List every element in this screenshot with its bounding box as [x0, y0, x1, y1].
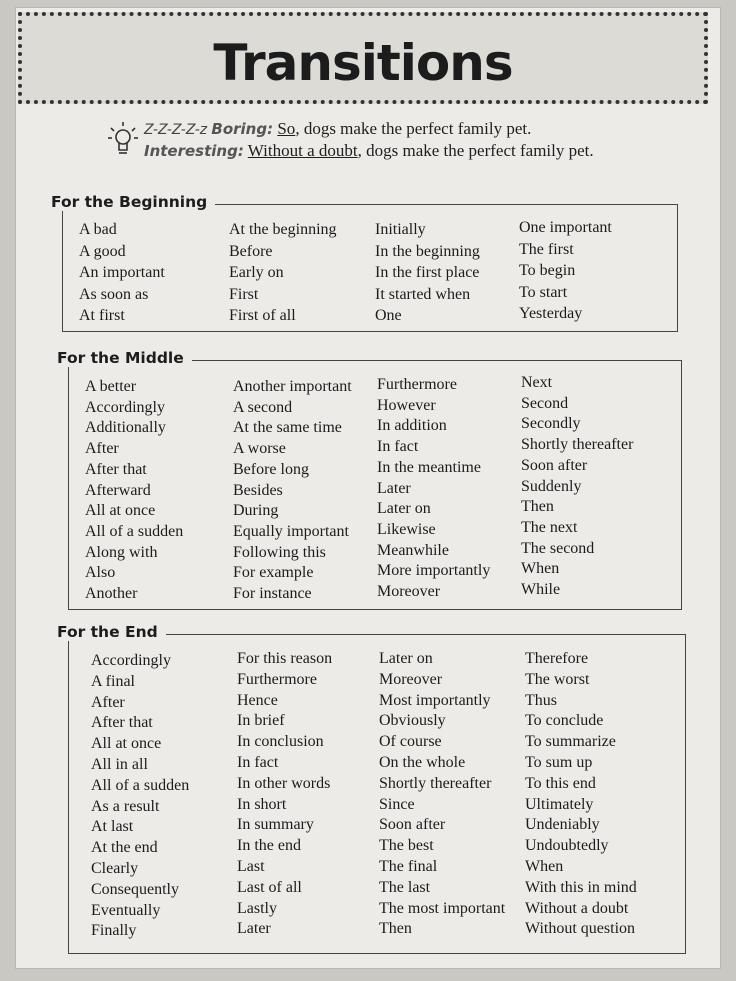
transition-word: In the meantime: [377, 458, 481, 476]
transition-word: For example: [233, 564, 314, 582]
transition-word: A bad: [79, 221, 117, 238]
transition-word: In short: [237, 795, 287, 813]
end-col-3: [379, 649, 505, 940]
transition-word: After: [85, 440, 119, 458]
transition-word: Likewise: [377, 520, 436, 538]
transition-word: Along with: [85, 543, 158, 561]
lightbulb-icon: [106, 120, 140, 160]
transition-word: At last: [91, 818, 134, 836]
transition-word: After that: [91, 714, 153, 732]
interesting-example: [144, 140, 594, 162]
transition-word: Equally important: [233, 522, 349, 540]
transition-word: Undeniably: [525, 816, 600, 834]
transition-word: All at once: [85, 502, 156, 520]
transition-word: However: [377, 396, 436, 414]
transition-word: Finally: [91, 922, 137, 940]
boring-label: Boring:: [211, 120, 274, 138]
transition-word: During: [233, 502, 279, 520]
transition-word: With this in mind: [525, 878, 637, 896]
transition-word: Hence: [237, 691, 278, 709]
transition-word: Second: [521, 394, 569, 412]
transition-word: Undoubtedly: [525, 837, 609, 855]
transition-word: Eventually: [91, 901, 161, 919]
transition-word: The best: [379, 837, 434, 855]
transition-word: At the end: [91, 839, 158, 857]
beginning-col-1: [79, 219, 165, 327]
transition-word: For instance: [233, 585, 312, 603]
transition-word: In summary: [237, 816, 314, 834]
transition-word: Also: [85, 564, 116, 582]
transition-word: First of all: [229, 307, 296, 324]
boring-sentence: , dogs make the perfect family pet.: [295, 119, 532, 138]
transition-word: In fact: [377, 438, 419, 456]
transition-word: Then: [379, 920, 412, 938]
beginning-col-2: [229, 219, 337, 327]
transition-word: In brief: [237, 712, 285, 730]
middle-col-4: [521, 373, 633, 601]
transition-word: Before long: [233, 460, 309, 478]
transition-word: The second: [521, 539, 595, 557]
transition-word: Later on: [379, 650, 433, 667]
transition-word: Moreover: [377, 583, 441, 601]
transition-word: When: [525, 857, 564, 875]
transition-word: One important: [519, 219, 612, 236]
transition-word: Soon after: [379, 816, 446, 834]
end-col-2: [237, 649, 332, 940]
boring-sound: Z-Z-Z-Z-z: [144, 122, 208, 138]
boring-example: [144, 118, 594, 140]
transition-word: In the beginning: [375, 242, 480, 260]
transition-word: Last of all: [237, 878, 302, 896]
transition-word: Furthermore: [377, 376, 457, 393]
transition-word: Yesterday: [519, 305, 583, 322]
transition-word: The most important: [379, 899, 506, 917]
transition-word: Meanwhile: [377, 541, 449, 559]
transition-word: Secondly: [521, 415, 581, 433]
transition-word: When: [521, 560, 560, 578]
transition-word: The next: [521, 518, 578, 536]
middle-col-2: [233, 377, 352, 605]
transition-word: Following this: [233, 543, 326, 561]
transition-word: One: [375, 307, 402, 324]
transition-word: For this reason: [237, 650, 333, 667]
transition-word: As a result: [91, 797, 160, 815]
transition-word: Ultimately: [525, 795, 594, 813]
transition-word: A better: [85, 378, 137, 395]
transition-word: Shortly thereafter: [379, 774, 492, 792]
interesting-sentence: , dogs make the perfect family pet.: [357, 141, 594, 160]
transition-word: A worse: [233, 440, 286, 458]
end-col-4: [525, 649, 637, 940]
transition-word: Additionally: [85, 419, 166, 437]
transition-word: To sum up: [525, 753, 593, 771]
transition-word: Obviously: [379, 712, 446, 730]
transition-word: All of a sudden: [91, 776, 190, 794]
title-banner: [18, 12, 708, 104]
transition-word: Since: [379, 795, 415, 813]
transition-word: Last: [237, 857, 265, 875]
transition-word: In other words: [237, 774, 331, 792]
transition-word: Most importantly: [379, 691, 491, 709]
transition-word: Moreover: [379, 670, 443, 688]
transition-word: Furthermore: [237, 670, 317, 688]
transition-word: In the first place: [375, 264, 480, 281]
transition-word: Later on: [377, 500, 431, 518]
transition-word: More importantly: [377, 562, 491, 580]
transition-word: Another: [85, 585, 138, 603]
section-title-end: For the End: [55, 623, 166, 641]
transition-word: Then: [521, 498, 554, 516]
transition-word: All in all: [91, 755, 148, 773]
transition-word: On the whole: [379, 753, 466, 771]
transition-word: Lastly: [237, 899, 277, 917]
transition-word: Without a doubt: [525, 899, 629, 917]
transition-word: In addition: [377, 417, 447, 435]
worksheet-page: [16, 8, 720, 968]
transition-word: To summarize: [525, 733, 616, 751]
section-beginning: [51, 193, 678, 332]
transition-word: Initially: [375, 221, 426, 238]
transition-word: All of a sudden: [85, 522, 184, 540]
transition-word: To this end: [525, 774, 596, 792]
transition-word: All at once: [91, 735, 162, 753]
transition-word: Of course: [379, 733, 442, 751]
transition-word: Later: [377, 479, 411, 497]
section-title-beginning: For the Beginning: [49, 193, 215, 211]
transition-word: After that: [85, 460, 147, 478]
transition-word: At first: [79, 307, 125, 324]
middle-col-1: [85, 377, 183, 605]
transition-word: Before: [229, 242, 273, 260]
end-col-1: [91, 651, 189, 942]
section-end: [57, 623, 686, 954]
page-title: Transitions: [213, 34, 513, 92]
transition-word: A second: [233, 398, 293, 416]
transition-word: In conclusion: [237, 733, 324, 751]
transition-word: First: [229, 285, 259, 303]
transition-word: Accordingly: [85, 398, 165, 416]
transition-word: To start: [519, 283, 568, 301]
transition-word: Shortly thereafter: [521, 436, 634, 454]
transition-word: The worst: [525, 670, 590, 688]
transition-word: At the beginning: [229, 221, 337, 238]
transition-word: The first: [519, 240, 574, 258]
transition-word: Later: [237, 920, 271, 938]
transition-word: To begin: [519, 262, 576, 279]
transition-word: In the end: [237, 837, 301, 855]
transition-word: Afterward: [85, 481, 151, 499]
transition-word: Next: [521, 374, 553, 391]
middle-col-3: [377, 375, 490, 603]
transition-word: Accordingly: [91, 652, 171, 669]
transition-word: Another important: [233, 378, 352, 395]
interesting-label: Interesting:: [144, 142, 244, 160]
transition-word: In fact: [237, 753, 279, 771]
transition-word: Therefore: [525, 650, 589, 667]
transition-word: The final: [379, 857, 438, 875]
transition-word: As soon as: [79, 285, 149, 303]
transition-word: Suddenly: [521, 477, 582, 495]
transition-word: Clearly: [91, 859, 139, 877]
transition-word: A final: [91, 672, 135, 690]
transition-word: An important: [79, 264, 165, 281]
transition-word: Besides: [233, 481, 283, 499]
transition-word: Early on: [229, 264, 284, 281]
interesting-transition: Without a doubt: [247, 141, 358, 160]
transition-word: It started when: [375, 285, 471, 303]
section-middle: [57, 349, 682, 610]
transition-word: To conclude: [525, 712, 604, 730]
boring-transition: So: [277, 119, 296, 138]
transition-word: Soon after: [521, 456, 588, 474]
transition-word: While: [521, 581, 561, 599]
transition-word: Without question: [525, 920, 636, 938]
beginning-col-4: [519, 217, 612, 325]
transition-word: Consequently: [91, 880, 179, 898]
section-title-middle: For the Middle: [55, 349, 192, 367]
transition-word: Thus: [525, 691, 557, 709]
beginning-col-3: [375, 219, 480, 327]
transition-word: A good: [79, 242, 126, 260]
transition-word: After: [91, 693, 125, 711]
transition-word: At the same time: [233, 419, 342, 437]
transition-word: The last: [379, 878, 431, 896]
